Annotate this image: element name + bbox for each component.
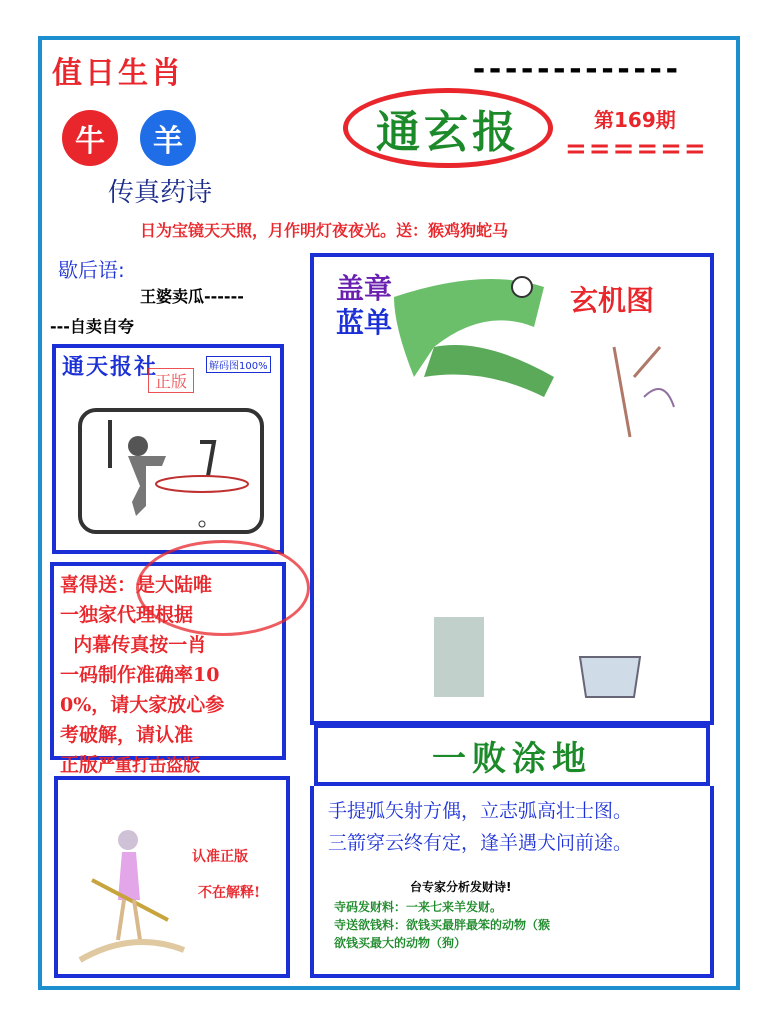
verse-box [310, 786, 714, 978]
xiehouyu-label: 歇后语: [58, 258, 125, 282]
notice-line-1: 喜得送：是大陆唯 [60, 574, 213, 596]
expert-line1: 寺码发财料：一来七来羊发财。 [334, 900, 503, 914]
cartoon-line1: 认准正版 [192, 849, 248, 865]
stamp-zhengban: 正版 [148, 368, 194, 393]
expert-title: 台专家分析发财诗! [410, 880, 512, 894]
top-dashes: ------------- [470, 52, 679, 87]
issue-number: 第169期 [594, 108, 676, 132]
notice-line-5: 0%，请大家放心参 [60, 694, 225, 716]
expert-line3: 欲钱买最大的动物（狗） [334, 936, 467, 950]
red-seal-circle [136, 540, 310, 636]
cartoon-box [54, 776, 290, 978]
ox-circle: 牛 [62, 110, 118, 166]
notice-line-4: 一码制作准确率10 [60, 664, 220, 686]
cartoon-line2: 不在解释! [198, 885, 261, 901]
notice-line-6: 考破解，请认准 [60, 724, 194, 746]
stamp-line2: 蓝单 [336, 306, 393, 339]
masthead-oval [343, 88, 553, 168]
daily-zodiac-label: 值日生肖 [52, 56, 184, 91]
golfer-illustration [76, 406, 266, 536]
sheep-circle: 羊 [140, 110, 196, 166]
mystery-title: 玄机图 [570, 284, 655, 317]
cartoon-figure [72, 810, 192, 970]
fax-poem-label: 传真药诗 [108, 178, 213, 208]
notice-line-2: 一独家代理根据 [60, 604, 194, 626]
xiehouyu-line2: ---自卖自夸 [50, 317, 134, 336]
mystery-box [310, 253, 714, 725]
idiom-text: 一败涂地 [432, 738, 592, 779]
xiehouyu-line1: 王婆卖瓜------ [140, 287, 244, 306]
notice-emphasis: 严重打击盗版 [98, 756, 201, 776]
idiom-box [314, 724, 710, 786]
stamp-line1: 盖章 [336, 272, 393, 305]
notice-prefix: 正版 [60, 754, 99, 776]
verse-line2: 三箭穿云终有定，逢羊遇犬问前途。 [328, 832, 633, 854]
code-label: 解码图100% [206, 356, 271, 373]
poem-line: 日为宝镜天天照，月作明灯夜夜光。送：猴鸡狗蛇马 [140, 221, 509, 240]
verse-line1: 手提弧矢射方偶，立志弧高壮士图。 [328, 800, 633, 822]
tongtian-title: 通天报社 [62, 354, 159, 380]
expert-line2: 寺送欲钱料：欲钱买最胖最笨的动物（猴 [334, 918, 551, 932]
masthead-title: 通玄报 [376, 107, 520, 158]
tongtian-box [52, 344, 284, 554]
issue-underline: ====== [565, 134, 708, 164]
notice-line-3: 内幕传真按一肖 [60, 634, 207, 656]
